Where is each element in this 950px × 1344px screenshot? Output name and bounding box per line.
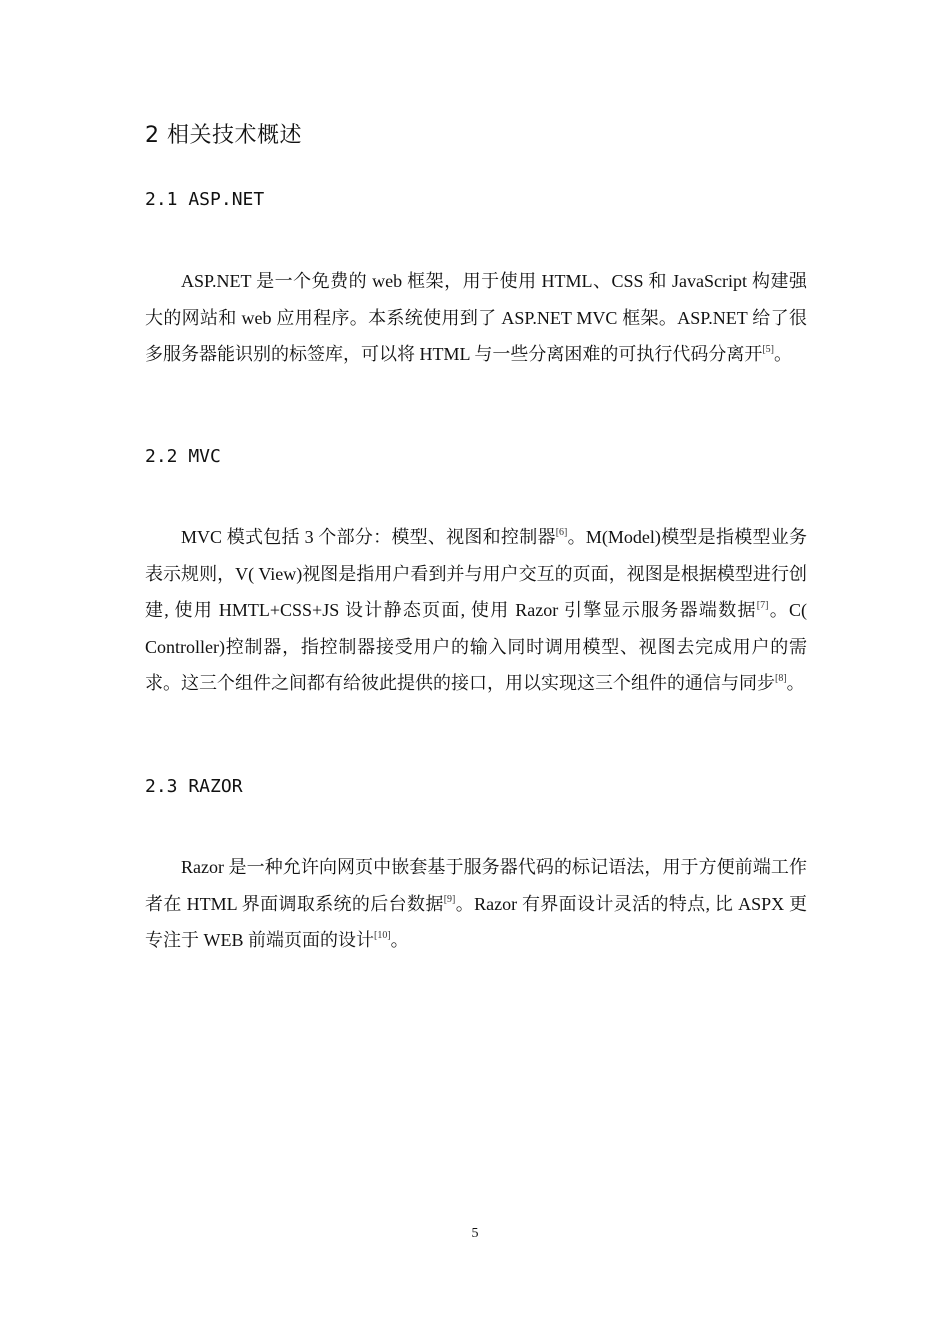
section-heading-asp-net: 2.1 ASP.NET xyxy=(145,189,265,210)
citation-marker: [10] xyxy=(374,930,391,941)
paragraph-text: 。Razor 有界面设计灵活的特点, 比 ASPX 更专注于 WEB 前端页面的设计 xyxy=(145,893,807,950)
citation-marker: [7] xyxy=(756,600,769,611)
citation-marker: [9] xyxy=(443,893,456,905)
paragraph-text: 。 xyxy=(774,344,792,364)
paragraph-text: 。C( Controller)控制器，指控制器接受用户的输入同时调用模型、视图去完成用户的需求。这三个组件之间都有给彼此提供的接口，用以实现这三个组件的通信与同步 xyxy=(145,600,807,693)
section-heading-mvc: 2.2 MVC xyxy=(145,446,221,467)
paragraph-text: 。 xyxy=(390,930,409,950)
paragraph-text: MVC 模式包括 3 个部分：模型、视图和控制器 xyxy=(181,527,556,547)
section-paragraph-asp-net xyxy=(145,263,807,373)
paragraph-text: 。 xyxy=(786,673,805,693)
citation-marker: [5] xyxy=(762,344,774,355)
section-paragraph-razor xyxy=(145,849,807,959)
paragraph-text: ASP.NET 是一个免费的 web 框架，用于使用 HTML、CSS 和 JavaScript 构建强大的网站和 web 应用程序。本系统使用到了 ASP.NET MVC 框架。ASP.NET 给了很多服务器能识别的标签库，可以将 HTML 与一些分离困难的可执行代码分离开 xyxy=(145,271,807,364)
citation-marker: [6] xyxy=(555,527,568,538)
page-number: 5 xyxy=(471,1226,479,1241)
paragraph-text: Razor 是一种允许向网页中嵌套基于服务器代码的标记语法，用于方便前端工作者在 HTML 界面调取系统的后台数据 xyxy=(145,857,807,914)
section-paragraph-mvc xyxy=(145,519,807,702)
section-heading-razor: 2.3 RAZOR xyxy=(145,776,243,797)
chapter-title: 2 相关技术概述 xyxy=(145,123,302,148)
paragraph-text: 。M(Model)模型是指模型业务表示规则，V( View)视图是指用户看到并与用户交互的页面，视图是根据模型进行创建, 使用 HMTL+CSS+JS 设计静态页面, 使用 Razor 引擎显示服务器端数据 xyxy=(145,527,807,620)
citation-marker: [8] xyxy=(775,673,787,684)
